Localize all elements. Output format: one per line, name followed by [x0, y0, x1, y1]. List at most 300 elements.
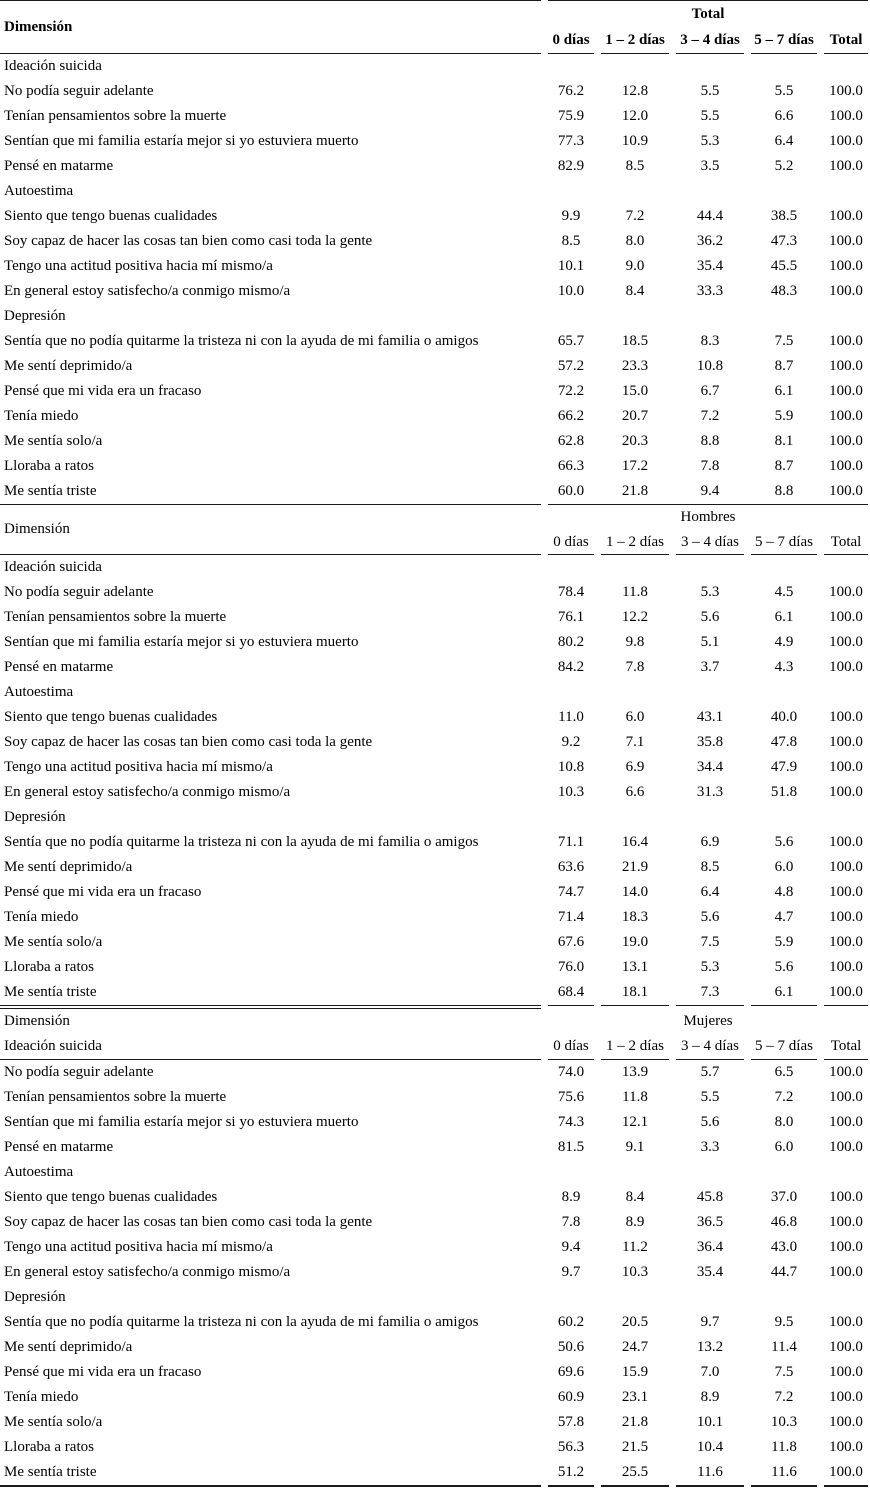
cell-value: 74.0: [557, 1064, 585, 1080]
table-row: [0, 1060, 868, 1085]
cell-value: 13.9: [621, 1064, 649, 1080]
cell-value: 60.0: [557, 483, 585, 499]
table-row: [0, 1110, 868, 1135]
table-row: [0, 755, 868, 780]
cell-value: 66.3: [557, 458, 585, 474]
cell-value: 78.4: [557, 584, 585, 600]
row-label: Sentía que no podía quitarme la tristeza ni con la ayuda de mi familia o amigos: [4, 333, 479, 349]
header-row-group: [0, 504, 868, 530]
cell-value: 6.9: [625, 759, 645, 775]
cell-value: 5.7: [700, 1064, 720, 1080]
cell-value: 8.8: [700, 433, 720, 449]
group-label-cell: Depresión: [4, 1289, 66, 1305]
row-label: Me sentí deprimido/a: [4, 859, 133, 875]
cell-value: 10.1: [557, 258, 585, 274]
group-header-hombres: Hombres: [548, 504, 868, 530]
table-row: [0, 104, 868, 129]
table-row: [0, 1460, 868, 1487]
cell-value: 100.0: [829, 759, 863, 775]
column-header-4: Total: [824, 27, 868, 54]
cell-value: 100.0: [829, 408, 863, 424]
cell-value: 18.3: [621, 909, 649, 925]
cell-value: 11.6: [676, 1460, 744, 1487]
cell-value: 67.6: [557, 934, 585, 950]
cell-value: 100.0: [829, 959, 863, 975]
table-row: [0, 905, 868, 930]
cell-value: 47.8: [770, 734, 798, 750]
data-table-total: [0, 0, 870, 504]
table-row: [0, 780, 868, 805]
cell-value: 7.2: [625, 208, 645, 224]
table-row: [0, 1385, 868, 1410]
group-label-cell: Autoestima: [4, 183, 74, 199]
cell-value: 75.6: [557, 1089, 585, 1105]
cell-value: 11.2: [622, 1239, 648, 1255]
cell-value: 100.0: [829, 258, 863, 274]
cell-value: 15.9: [621, 1364, 649, 1380]
cell-value: 100.0: [829, 1139, 863, 1155]
table-row: [0, 454, 868, 479]
table-row: [0, 479, 868, 504]
cell-value: 6.1: [774, 383, 794, 399]
row-label: Lloraba a ratos: [4, 959, 94, 975]
cell-value: 8.9: [700, 1389, 720, 1405]
cell-value: 11.8: [771, 1439, 797, 1455]
data-table-hombres: [0, 504, 870, 1006]
header-row-group: [0, 0, 868, 27]
column-header-2: 3 – 4 días: [676, 27, 744, 54]
cell-value: 13.2: [696, 1339, 724, 1355]
cell-value: 100.0: [829, 659, 863, 675]
table-row: [0, 830, 868, 855]
cell-value: 5.5: [700, 83, 720, 99]
cell-value: 47.3: [770, 233, 798, 249]
cell-value: 100.0: [829, 1389, 863, 1405]
table-row: [0, 930, 868, 955]
cell-value: 31.3: [696, 784, 724, 800]
cell-value: 23.3: [621, 358, 649, 374]
cell-value: 65.7: [557, 333, 585, 349]
group-header-row: [0, 805, 868, 830]
column-header-3: 5 – 7 días: [751, 530, 817, 555]
dimension-header: Dimensión: [0, 504, 541, 555]
table-row: [0, 254, 868, 279]
row-label: Me sentía solo/a: [4, 433, 103, 449]
cell-value: 11.8: [622, 584, 648, 600]
cell-value: 7.1: [625, 734, 645, 750]
row-label: Sentían que mi familia estaría mejor si yo estuviera muerto: [4, 133, 359, 149]
table-row: [0, 955, 868, 980]
cell-value: 5.6: [700, 1114, 720, 1130]
cell-value: 7.0: [700, 1364, 720, 1380]
cell-value: 47.9: [770, 759, 798, 775]
row-label: Soy capaz de hacer las cosas tan bien como casi toda la gente: [4, 233, 373, 249]
cell-value: 76.1: [557, 609, 585, 625]
cell-value: 23.1: [621, 1389, 649, 1405]
row-label: No podía seguir adelante: [4, 1064, 154, 1080]
cell-value: 38.5: [770, 208, 798, 224]
cell-value: 100.0: [829, 1189, 863, 1205]
cell-value: 100.0: [829, 1064, 863, 1080]
cell-value: 43.1: [696, 709, 724, 725]
cell-value: 6.1: [751, 980, 817, 1006]
cell-value: 9.1: [625, 1139, 645, 1155]
cell-value: 69.6: [557, 1364, 585, 1380]
cell-value: 60.9: [557, 1389, 585, 1405]
cell-value: 100.0: [829, 283, 863, 299]
cell-value: 100.0: [829, 333, 863, 349]
cell-value: 33.3: [696, 283, 724, 299]
cell-value: 100.0: [829, 208, 863, 224]
cell-value: 100.0: [829, 634, 863, 650]
cell-value: 37.0: [770, 1189, 798, 1205]
cell-value: 7.5: [700, 934, 720, 950]
cell-value: 24.7: [621, 1339, 649, 1355]
row-label: Sentía que no podía quitarme la tristeza ni con la ayuda de mi familia o amigos: [4, 1314, 479, 1330]
cell-value: 100.0: [829, 859, 863, 875]
cell-value: 5.5: [700, 1089, 720, 1105]
cell-value: 10.1: [696, 1414, 724, 1430]
table-row: [0, 730, 868, 755]
table-body-hombres: [0, 555, 868, 1006]
cell-value: 74.7: [557, 884, 585, 900]
cell-value: 21.5: [621, 1439, 649, 1455]
cell-value: 11.0: [558, 709, 584, 725]
cell-value: 8.1: [774, 433, 794, 449]
cell-value: 10.4: [696, 1439, 724, 1455]
table-row: [0, 1260, 868, 1285]
table-row: [0, 129, 868, 154]
cell-value: 68.4: [548, 980, 594, 1006]
cell-value: 10.3: [557, 784, 585, 800]
cell-value: 6.4: [700, 884, 720, 900]
cell-value: 100.0: [829, 383, 863, 399]
cell-value: 11.6: [751, 1460, 817, 1487]
cell-value: 8.5: [561, 233, 581, 249]
cell-value: 3.7: [700, 659, 720, 675]
row-label: En general estoy satisfecho/a conmigo mismo/a: [4, 283, 291, 299]
cell-value: 8.8: [774, 483, 794, 499]
column-header-3: 5 – 7 días: [751, 27, 817, 54]
cell-value: 100.0: [829, 458, 863, 474]
cell-value: 4.8: [774, 884, 794, 900]
table-row: [0, 204, 868, 229]
table-row: [0, 404, 868, 429]
cell-value: 18.1: [601, 980, 669, 1006]
group-label-cell: Depresión: [4, 809, 66, 825]
table-row: [0, 580, 868, 605]
cell-value: 12.2: [621, 609, 649, 625]
column-header-0: 0 días: [548, 1034, 594, 1060]
cell-value: 50.6: [557, 1339, 585, 1355]
cell-value: 6.0: [774, 1139, 794, 1155]
cell-value: 20.5: [621, 1314, 649, 1330]
table-row: [0, 379, 868, 404]
cell-value: 5.1: [700, 634, 720, 650]
column-header-1: 1 – 2 días: [601, 530, 669, 555]
column-header-3: 5 – 7 días: [751, 1034, 817, 1060]
row-label: Sentía que no podía quitarme la tristeza ni con la ayuda de mi familia o amigos: [4, 834, 479, 850]
column-header-0: 0 días: [548, 530, 594, 555]
cell-value: 10.8: [696, 358, 724, 374]
cell-value: 12.1: [621, 1114, 649, 1130]
cell-value: 45.8: [696, 1189, 724, 1205]
table-body-mujeres: [0, 1060, 868, 1487]
dimension-header: Dimensión: [0, 0, 541, 54]
cell-value: 44.4: [696, 208, 724, 224]
cell-value: 100.0: [829, 584, 863, 600]
row-label: Tenían pensamientos sobre la muerte: [4, 609, 227, 625]
row-label: Tenían pensamientos sobre la muerte: [4, 1089, 227, 1105]
cell-value: 8.9: [561, 1189, 581, 1205]
cell-value: 62.8: [557, 433, 585, 449]
cell-value: 100.0: [829, 108, 863, 124]
row-label: Pensé que mi vida era un fracaso: [4, 383, 202, 399]
row-label: En general estoy satisfecho/a conmigo mismo/a: [4, 1264, 291, 1280]
table-row: [0, 605, 868, 630]
group-header-row: [0, 1285, 868, 1310]
table-header-mujeres: [0, 1008, 868, 1060]
group-label-cell: Autoestima: [4, 684, 74, 700]
row-label: Pensé en matarme: [4, 659, 114, 675]
row-label: Pensé que mi vida era un fracaso: [4, 1364, 202, 1380]
cell-value: 100.0: [829, 158, 863, 174]
cell-value: 46.8: [770, 1214, 798, 1230]
column-header-0: 0 días: [548, 27, 594, 54]
cell-value: 19.0: [621, 934, 649, 950]
cell-value: 4.7: [774, 909, 794, 925]
cell-value: 51.2: [548, 1460, 594, 1487]
cell-value: 100.0: [829, 1414, 863, 1430]
cell-value: 10.8: [557, 759, 585, 775]
cell-value: 5.9: [774, 408, 794, 424]
table-row: [0, 354, 868, 379]
row-label: Me sentí deprimido/a: [4, 358, 133, 374]
cell-value: 63.6: [557, 859, 585, 875]
cell-value: 21.9: [621, 859, 649, 875]
column-header-4: Total: [824, 1034, 868, 1060]
cell-value: 7.5: [774, 1364, 794, 1380]
cell-value: 100.0: [829, 358, 863, 374]
group-label-cell: Ideación suicida: [4, 58, 102, 74]
row-label: Me sentía solo/a: [4, 1414, 103, 1430]
row-label: No podía seguir adelante: [4, 584, 154, 600]
table-row: [0, 630, 868, 655]
table-row: [0, 429, 868, 454]
table-row: [0, 1210, 868, 1235]
cell-value: 100.0: [829, 1314, 863, 1330]
cell-value: 5.6: [774, 959, 794, 975]
cell-value: 7.2: [774, 1389, 794, 1405]
cell-value: 100.0: [829, 233, 863, 249]
row-label: Pensé en matarme: [4, 1139, 114, 1155]
cell-value: 57.8: [557, 1414, 585, 1430]
cell-value: 3.5: [700, 158, 720, 174]
table-row: [0, 1235, 868, 1260]
group-label-cell: Autoestima: [4, 1164, 74, 1180]
cell-value: 100.0: [829, 83, 863, 99]
column-header-1: 1 – 2 días: [601, 1034, 669, 1060]
cell-value: 21.8: [621, 1414, 649, 1430]
cell-value: 9.2: [561, 734, 581, 750]
cell-value: 100.0: [829, 1339, 863, 1355]
cell-value: 100.0: [829, 734, 863, 750]
row-label: Tenía miedo: [4, 408, 79, 424]
row-label: Me sentía solo/a: [4, 934, 103, 950]
cell-value: 5.6: [700, 909, 720, 925]
cell-value: 9.7: [561, 1264, 581, 1280]
cell-value: 9.7: [700, 1314, 720, 1330]
cell-value: 20.7: [621, 408, 649, 424]
cell-value: 10.3: [770, 1414, 798, 1430]
cell-value: 12.0: [621, 108, 649, 124]
cell-value: 9.0: [625, 258, 645, 274]
cell-value: 36.5: [696, 1214, 724, 1230]
cell-value: 51.8: [770, 784, 798, 800]
cell-value: 5.9: [774, 934, 794, 950]
cell-value: 7.5: [774, 333, 794, 349]
cell-value: 12.8: [621, 83, 649, 99]
table-row: [0, 880, 868, 905]
cell-value: 8.4: [625, 1189, 645, 1205]
cell-value: 7.2: [700, 408, 720, 424]
cell-value: 35.8: [696, 734, 724, 750]
cell-value: 71.1: [557, 834, 585, 850]
cell-value: 36.2: [696, 233, 724, 249]
cell-value: 100.0: [829, 1089, 863, 1105]
table-row: [0, 655, 868, 680]
cell-value: 100.0: [824, 1460, 868, 1487]
group-header-row: [0, 555, 868, 580]
cell-value: 4.3: [774, 659, 794, 675]
cell-value: 9.4: [561, 1239, 581, 1255]
cell-value: 8.0: [774, 1114, 794, 1130]
cell-value: 11.8: [622, 1089, 648, 1105]
cell-value: 45.5: [770, 258, 798, 274]
cell-value: 6.9: [700, 834, 720, 850]
cell-value: 7.3: [676, 980, 744, 1006]
table-header-total: [0, 0, 868, 54]
cell-value: 100.0: [824, 980, 868, 1006]
group-header-row: [0, 304, 868, 329]
row-label: Sentían que mi familia estaría mejor si yo estuviera muerto: [4, 1114, 359, 1130]
cell-value: 7.8: [700, 458, 720, 474]
table-row: [0, 1410, 868, 1435]
row-label: Siento que tengo buenas cualidades: [4, 208, 218, 224]
table-row: [0, 279, 868, 304]
cell-value: 8.4: [625, 283, 645, 299]
row-label: Pensé en matarme: [4, 158, 114, 174]
cell-value: 100.0: [829, 1439, 863, 1455]
table-row: [0, 1435, 868, 1460]
cell-value: 40.0: [770, 709, 798, 725]
cell-value: 100.0: [829, 1239, 863, 1255]
cell-value: 25.5: [601, 1460, 669, 1487]
cell-value: 43.0: [770, 1239, 798, 1255]
cell-value: 8.0: [625, 233, 645, 249]
cell-value: 5.6: [700, 609, 720, 625]
table-row: [0, 1135, 868, 1160]
cell-value: 100.0: [829, 483, 863, 499]
column-header-2: 3 – 4 días: [676, 1034, 744, 1060]
table-row: [0, 79, 868, 104]
cell-value: 57.2: [557, 358, 585, 374]
row-label: Me sentía triste: [4, 483, 97, 499]
dimension-header: Dimensión: [0, 1008, 541, 1034]
cell-value: 6.5: [774, 1064, 794, 1080]
cell-value: 9.5: [774, 1314, 794, 1330]
header-row-group: [0, 1008, 868, 1034]
cell-value: 5.6: [774, 834, 794, 850]
cell-value: 100.0: [829, 1214, 863, 1230]
cell-value: 5.3: [700, 133, 720, 149]
table-row: [0, 1085, 868, 1110]
row-label: Tengo una actitud positiva hacia mí mismo/a: [4, 258, 273, 274]
cell-value: 72.2: [557, 383, 585, 399]
group-label-cell: Depresión: [4, 308, 66, 324]
cell-value: 74.3: [557, 1114, 585, 1130]
table-header-hombres: [0, 504, 868, 555]
cell-value: 8.7: [774, 458, 794, 474]
cell-value: 20.3: [621, 433, 649, 449]
header-row-columns: [0, 1034, 868, 1060]
group-header-row: [0, 680, 868, 705]
cell-value: 6.6: [774, 108, 794, 124]
cell-value: 7.8: [625, 659, 645, 675]
row-label: Lloraba a ratos: [4, 458, 94, 474]
cell-value: 5.5: [774, 83, 794, 99]
cell-value: 15.0: [621, 383, 649, 399]
cell-value: 14.0: [621, 884, 649, 900]
row-label: Tenía miedo: [4, 909, 79, 925]
cell-value: 5.3: [700, 959, 720, 975]
cell-value: 21.8: [621, 483, 649, 499]
cell-value: 9.4: [700, 483, 720, 499]
cell-value: 5.5: [700, 108, 720, 124]
table-body-total: [0, 54, 868, 504]
cell-value: 81.5: [557, 1139, 585, 1155]
cell-value: 6.6: [625, 784, 645, 800]
cell-value: 8.7: [774, 358, 794, 374]
cell-value: 8.5: [625, 158, 645, 174]
row-label: Me sentía triste: [0, 1460, 541, 1487]
data-table-mujeres: [0, 1008, 870, 1487]
row-label: En general estoy satisfecho/a conmigo mismo/a: [4, 784, 291, 800]
cell-value: 36.4: [696, 1239, 724, 1255]
cell-value: 100.0: [829, 433, 863, 449]
column-header-2: 3 – 4 días: [676, 530, 744, 555]
cell-value: 7.8: [561, 1214, 581, 1230]
table-row: [0, 154, 868, 179]
cell-value: 9.9: [561, 208, 581, 224]
cell-value: 76.0: [557, 959, 585, 975]
cell-value: 17.2: [621, 458, 649, 474]
cell-value: 4.5: [774, 584, 794, 600]
cell-value: 75.9: [557, 108, 585, 124]
group-header-total: Total: [548, 0, 868, 27]
row-label: Tenía miedo: [4, 1389, 79, 1405]
cell-value: 6.0: [774, 859, 794, 875]
cell-value: 100.0: [829, 884, 863, 900]
cell-value: 6.4: [774, 133, 794, 149]
table-row: [0, 1310, 868, 1335]
group-label-cell: Ideación suicida: [4, 559, 102, 575]
row-label: Soy capaz de hacer las cosas tan bien como casi toda la gente: [4, 1214, 373, 1230]
cell-value: 71.4: [557, 909, 585, 925]
cell-value: 6.7: [700, 383, 720, 399]
group-header-row: [0, 1160, 868, 1185]
cell-value: 4.9: [774, 634, 794, 650]
